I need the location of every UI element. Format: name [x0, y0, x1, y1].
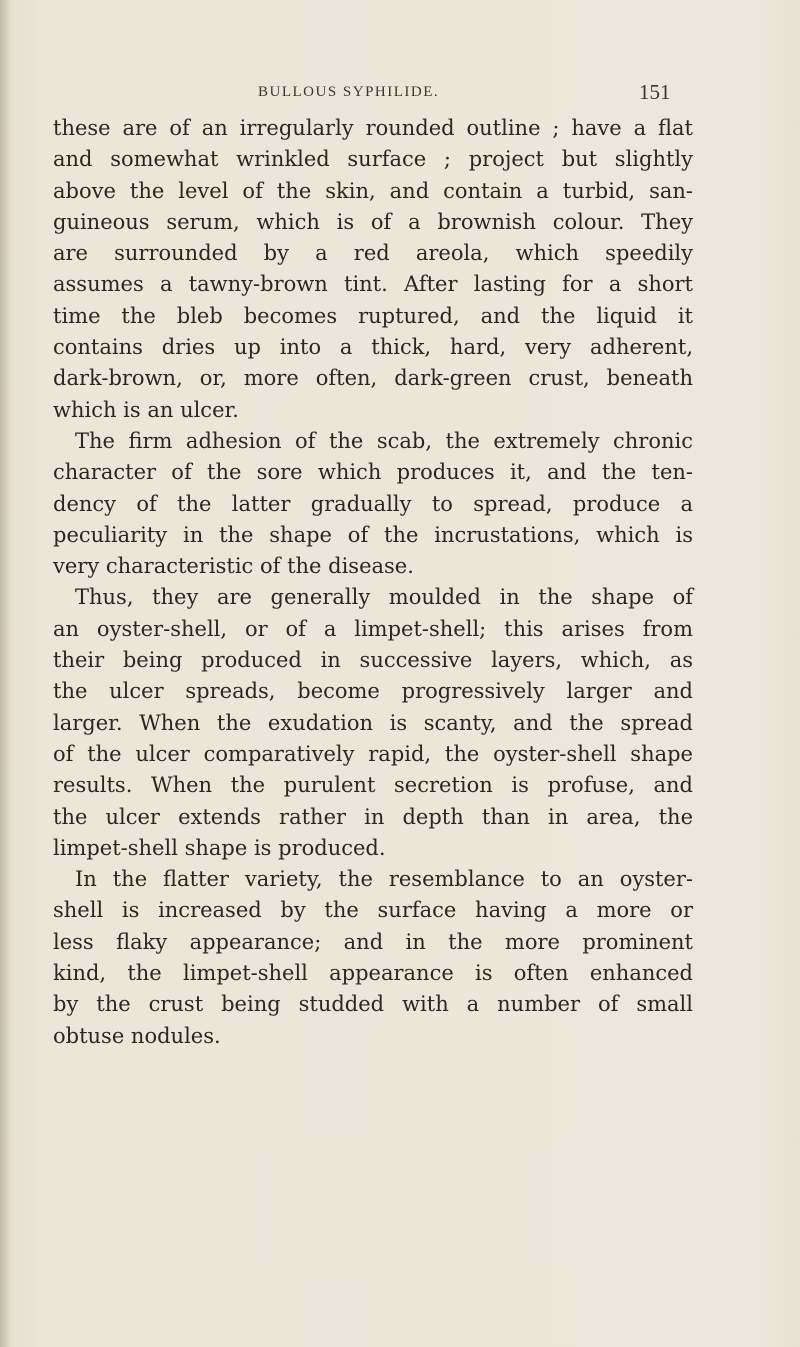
running-head: BULLOUS SYPHILIDE.: [258, 84, 440, 100]
text-line: which is an ulcer.: [53, 397, 239, 422]
text-line: shell is increased by the surface having a more or: [53, 898, 693, 923]
text-line: these are of an irregularly rounded outline ; have a flat: [53, 116, 693, 140]
text-line: the ulcer extends rather in depth than in area, the: [53, 804, 693, 829]
text-line: results. When the purulent secretion is profuse, and: [53, 773, 693, 798]
text-line: and somewhat wrinkled surface ; project but slightly: [53, 147, 693, 172]
text-line: limpet-shell shape is produced.: [53, 835, 386, 860]
text-line: peculiarity in the shape of the incrustations, which is: [53, 522, 693, 547]
text-line: obtuse nodules.: [53, 1023, 221, 1048]
text-line: above the level of the skin, and contain a turbid, san-: [53, 178, 693, 203]
text-line: the ulcer spreads, become progressively larger and: [53, 679, 693, 704]
text-line: very characteristic of the disease.: [53, 554, 414, 579]
text-line: of the ulcer comparatively rapid, the oyster-shell shape: [53, 741, 693, 766]
page-number: 151: [639, 80, 671, 104]
text-line: kind, the limpet-shell appearance is often enhanced: [53, 961, 693, 986]
text-line: less flaky appearance; and in the more prominent: [53, 929, 693, 954]
text-line: In the flatter variety, the resemblance to an oyster-: [75, 867, 693, 892]
text-line: are surrounded by a red areola, which speedily: [53, 241, 693, 266]
text-line: time the bleb becomes ruptured, and the liquid it: [53, 303, 693, 328]
text-line: The firm adhesion of the scab, the extremely chronic: [75, 428, 693, 453]
body-text: [53, 113, 693, 1052]
text-line: guineous serum, which is of a brownish colour. They: [53, 209, 693, 234]
spine-shadow: [0, 0, 10, 1347]
text-line: assumes a tawny-brown tint. After lasting for a short: [53, 272, 693, 297]
text-line: their being produced in successive layers, which, as: [53, 648, 693, 673]
text-line: dark-brown, or, more often, dark-green crust, beneath: [53, 366, 693, 391]
text-line: dency of the latter gradually to spread, produce a: [53, 491, 693, 516]
text-line: character of the sore which produces it, and the ten-: [53, 460, 693, 485]
text-line: larger. When the exudation is scanty, and the spread: [53, 710, 693, 735]
text-line: by the crust being studded with a number of small: [53, 992, 693, 1017]
text-line: an oyster-shell, or of a limpet-shell; this arises from: [53, 616, 693, 641]
text-line: contains dries up into a thick, hard, very adherent,: [53, 335, 693, 360]
text-line: Thus, they are generally moulded in the shape of: [75, 585, 693, 610]
